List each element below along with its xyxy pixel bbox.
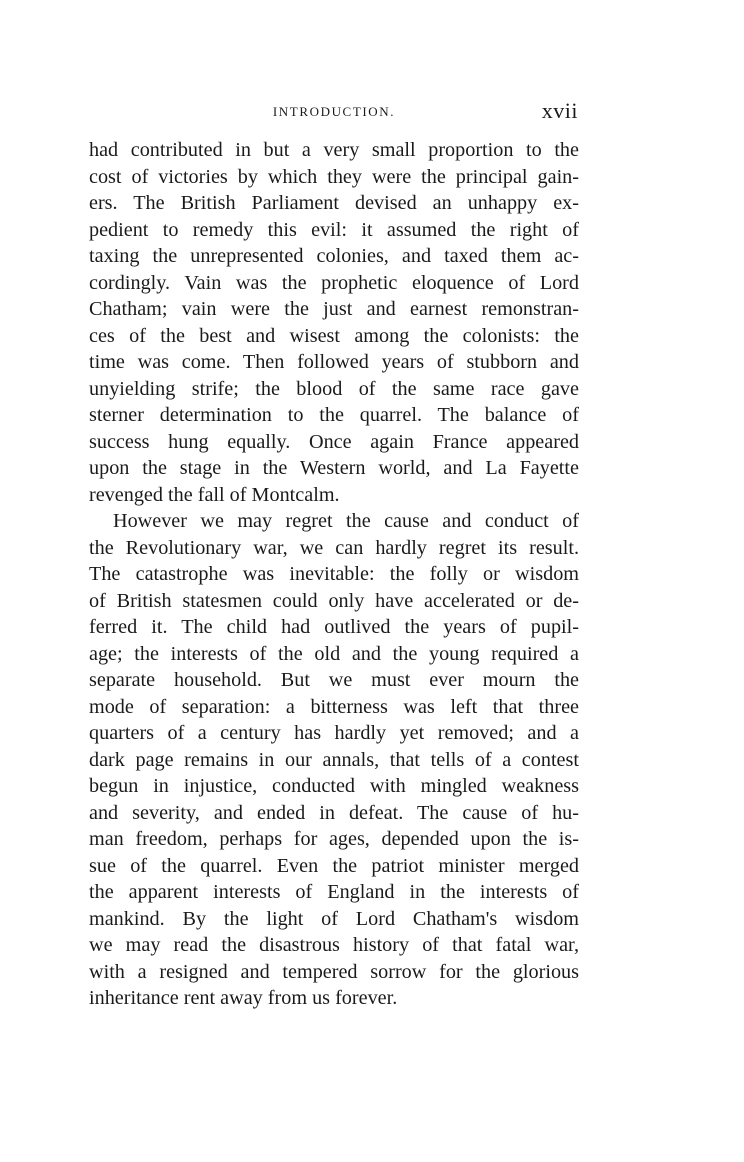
text-line: mankind. By the light of Lord Chatham's wisdom [89,907,579,930]
text-line: cost of victories by which they were the principal gain- [89,165,579,188]
text-line: Chatham; vain were the just and earnest remonstran- [89,298,579,320]
text-line: with a resigned and tempered sorrow for the glorious [89,960,579,983]
text-line: age; the interests of the old and the young required a [89,642,579,665]
text-line: ers. The British Parliament devised an unhappy ex- [89,192,579,214]
text-line: unyielding strife; the blood of the same race gave [89,377,579,400]
text-line: and severity, and ended in defeat. The cause of hu- [89,801,579,824]
running-head [90,98,578,128]
text-line: of British statesmen could only have accelerated or de- [89,589,579,612]
text-line: mode of separation: a bitterness was left that three [89,695,579,718]
text-line: we may read the disastrous history of that fatal war, [89,934,579,956]
text-line: quarters of a century has hardly yet removed; and a [89,722,579,744]
text-line: begun in injustice, conducted with mingled weakness [89,775,579,797]
text-line: separate household. But we must ever mourn the [89,669,579,691]
page-number: xvii [541,98,578,123]
text-line: the apparent interests of England in the interests of [89,881,579,903]
text-line: ferred it. The child had outlived the years of pupil- [89,616,579,638]
text-line: man freedom, perhaps for ages, depended upon the is- [89,828,579,850]
text-line: sterner determination to the quarrel. The balance of [89,404,579,426]
paragraph-end-line: inheritance rent away from us forever. [89,987,398,1009]
text-line: the Revolutionary war, we can hardly regret its result. [89,536,579,559]
text-line: dark page remains in our annals, that tells of a contest [89,748,579,771]
text-line: ces of the best and wisest among the colonists: the [89,324,579,347]
body-text [89,137,579,1012]
running-head-title: INTRODUCTION. [272,104,396,119]
text-line: success hung equally. Once again France appeared [89,430,579,453]
text-line: sue of the quarrel. Even the patriot minister merged [89,854,579,877]
paragraph-start-line: However we may regret the cause and conduct of [113,510,579,532]
text-line: The catastrophe was inevitable: the folly or wisdom [89,563,579,585]
text-line: time was come. Then followed years of stubborn and [89,351,579,373]
text-line: pedient to remedy this evil: it assumed the right of [89,218,579,241]
text-line: taxing the unrepresented colonies, and taxed them ac- [89,245,579,267]
text-line: had contributed in but a very small proportion to the [89,139,579,161]
text-line: upon the stage in the Western world, and La Fayette [89,457,579,479]
paragraph-end-line: revenged the fall of Montcalm. [89,483,340,506]
text-line: cordingly. Vain was the prophetic eloquence of Lord [89,271,579,294]
